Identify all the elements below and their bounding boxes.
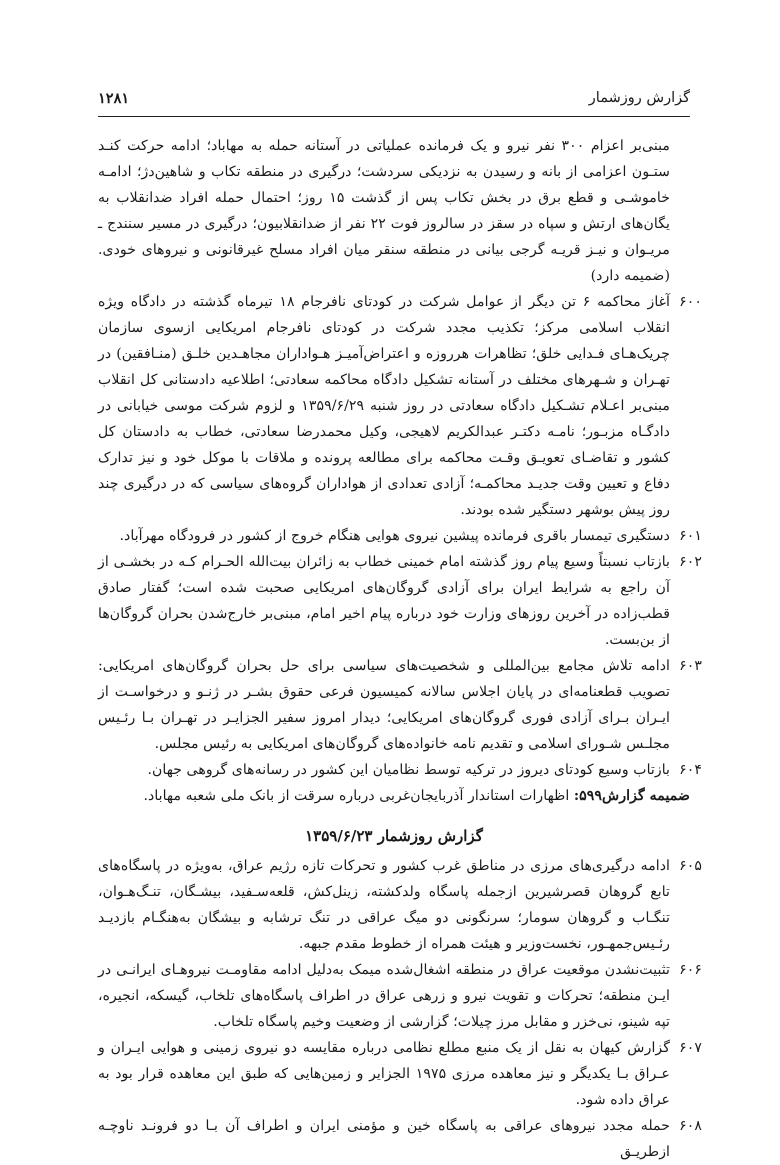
item-number: ۶۰۰ bbox=[679, 294, 702, 310]
item-number: ۶۰۲ bbox=[679, 554, 702, 570]
item-number: ۶۰۵ bbox=[679, 858, 702, 874]
page-header bbox=[98, 88, 690, 117]
item-number: ۶۰۶ bbox=[679, 962, 702, 978]
running-title: گزارش روزشمار bbox=[588, 90, 690, 106]
page-body bbox=[98, 133, 702, 1165]
item-text: ادامه تلاش مجامع بین‌المللی و شخصیت‌های سیاسی برای حل بحران گروگان‌های امریکایی: تصویب قطعنامه‌ای در پایان اجلاس سالانه کمیسیون فرعی حقوق بشـر در ژنـو و درخواسـت از ایـران بـرای آزادی فوری گروگان‌های امریکایی؛ دیدار امروز سفیر الجزایـر در تهـران بـا رئـیس مجلـس شـورای اسلامی و تقدیم نامه خانواده‌های گروگان‌های امریکایی به رئیس مجلس. bbox=[98, 658, 670, 752]
item-number: ۶۰۴ bbox=[679, 762, 702, 778]
item-text: بازتاب نسبتاً وسیع پیام روز گذشته امام خمینی خطاب به زائران بیت‌الله الحـرام کـه در بخشـی از آن راجع به شرایط ایران برای آزادی گروگان‌های امریکایی صحبت شده است؛ گفتار صادق قطب‌زاده در آخرین روزهای وزارت خود درباره پیام اخیر امام، مبنی‌بر خارج‌شدن بحران گروگان‌ها از بن‌بست. bbox=[98, 554, 670, 648]
item-number: ۶۰۳ bbox=[679, 658, 702, 674]
continuation-paragraph: مبنی‌بر اعزام ۳۰۰ نفر نیرو و یک فرمانده عملیاتی در آستانه حمله به مهاباد؛ ادامه حرکت کنـد ستـون اعزامی از بانه و رسیدن به نزدیکی سردشت؛ درگیری در منطقه تکاب و شاهین‌دژ؛ ادامـه خاموشـی و قطع برق در بخش تکاب پس از گذشت ۱۵ روز؛ احتمال حمله افراد ضدانقلاب به یگان‌های ارتش و سپاه در سقز در سالروز فوت ۲۲ نفر از ضدانقلابیون؛ درگیری در مسیر سنندج ـ مریـوان و نیـز قریـه گرجی بیانی در منطقه سنقر میان افراد مسلح غیرقانونی و نیروهای خودی. (ضمیمه دارد) bbox=[98, 138, 670, 284]
appendix-label: ضمیمه گزارش۵۹۹: bbox=[573, 788, 690, 804]
list-item bbox=[98, 757, 702, 783]
list-item bbox=[98, 1035, 702, 1113]
item-number: ۶۰۷ bbox=[679, 1040, 702, 1056]
item-text: ادامه درگیری‌های مرزی در مناطق غرب کشور و تحرکات تازه رژیم عراق، به‌ویژه در پاسگاه‌های تابع گروهان قصرشیرین ازجمله پاسگاه ولدکشته، زینل‌کش، قلعه‌سـفید، بیشـگان، تنـگ‌هـوان، تنگـاب و گروهان سومار؛ سرنگونی دو میگ عراقی در تنگ ترشابه و بیشگان به‌هنگـام بازدیـد رئـیس‌جمهـور، نخست‌وزیر و هیئت همراه از خطوط مقدم جبهه. bbox=[98, 858, 670, 952]
item-text: بازتاب وسیع کودتای دیروز در ترکیه توسط نظامیان این کشور در رسانه‌های گروهی جهان. bbox=[147, 762, 670, 778]
item-text: آغاز محاکمه ۶ تن دیگر از عوامل شرکت در کودتای نافرجام ۱۸ تیرماه گذشته در دادگاه ویژه انقلاب اسلامی مرکز؛ تکذیب مجدد شرکت در کودتای نافرجام امریکایی ازسوی سازمان چریک‌هـای فـدایی خلق؛ تظاهرات هرروزه و اعتراض‌آمیـز هـواداران مجاهـدین خلـق (منـافقین) در تهـران و شـهرهای مختلف در آستانه تشکیل دادگاه محاکمه سعادتی؛ اطلاعیه دادستانی کل انقلاب مبنی‌بر اعـلام تشـکیل دادگاه سعادتی در روز شنبه ۱۳۵۹/۶/۲۹ و لزوم شرکت موسی خیابانی در دادگـاه مزبـور؛ نامـه دکتـر عبدالکریم لاهیجی، وکیل محمدرضا سعادتی، خطاب به دادستان کل کشور و تقاضـای تعویـق وقـت محاکمه برای مطالعه پرونده و ملاقات با موکل خود و نیز تدارک دفاع و تعیین وقت جدیـد محاکمـه؛ آزادی تعدادی از هواداران گروه‌های سیاسی که در درگیری چند روز پیش بوشهر دستگیر شده بودند. bbox=[98, 294, 671, 518]
item-text: گزارش کیهان به نقل از یک منبع مطلع نظامی درباره مقایسه دو نیروی زمینی و هوایی ایـران و عـراق بـا یکدیگر و نیز معاهده مرزی ۱۹۷۵ الجزایر و زمین‌هایی که طبق این معاهده قرار بود به عراق داده شود. bbox=[98, 1040, 670, 1108]
item-text: تثبیت‌نشدن موقعیت عراق در منطقه اشغال‌شده میمک به‌دلیل ادامه مقاومـت نیروهـای ایرانـی در ایـن منطقه؛ تحرکات و تقویت نیرو و زرهی عراق در اطراف پاسگاه‌های تلخاب، گیسکه، انجیره، تپه شینو، نی‌خزر و مقابل مرز چیلات؛ گزارشی از وضعیت وخیم پاسگاه تلخاب. bbox=[98, 962, 670, 1030]
appendix-text: اظهارات استاندار آذربایجان‌غربی درباره سرقت از بانک ملی شعبه مهاباد. bbox=[143, 788, 570, 804]
list-item bbox=[98, 523, 702, 549]
item-number: ۶۰۱ bbox=[679, 528, 702, 544]
list-item bbox=[98, 1113, 702, 1165]
item-number: ۶۰۸ bbox=[679, 1118, 702, 1134]
item-text: دستگیری تیمسار باقری فرمانده پیشین نیروی هوایی هنگام خروج از کشور در فرودگاه مهرآباد. bbox=[119, 528, 670, 544]
list-item bbox=[98, 549, 702, 653]
list-item bbox=[98, 853, 702, 957]
item-text: حمله مجدد نیروهای عراقی به پاسگاه خین و مؤمنی ایران و اطراف آن بـا دو فرونـد ناوچـه ازطریـق bbox=[98, 1118, 670, 1160]
page-number: ۱۲۸۱ bbox=[98, 90, 130, 107]
list-item bbox=[98, 653, 702, 757]
document-page bbox=[98, 88, 702, 1165]
section-title: گزارش روزشمار ۱۳۵۹/۶/۲۳ bbox=[305, 827, 483, 845]
appendix-note bbox=[98, 783, 690, 809]
list-item bbox=[98, 289, 702, 523]
list-item bbox=[98, 957, 702, 1035]
